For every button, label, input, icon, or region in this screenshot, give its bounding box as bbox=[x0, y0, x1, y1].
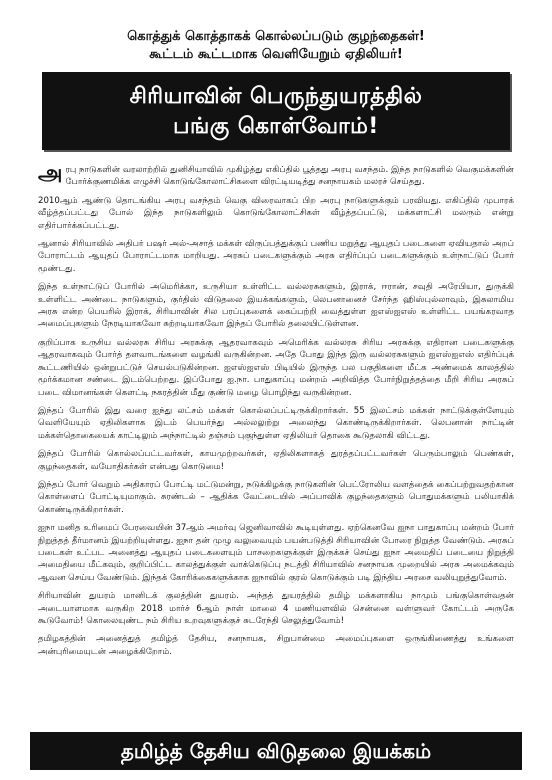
paragraph-11: தமிழகத்தின் அனைத்துத் தமிழ்த் தேசிய, சனநாயக, சிறுபான்மை அமைப்புகளை ஒருங்கிணைத்து உங்களை அன்புரிமையுடன் அழைக்கிறோம். bbox=[38, 634, 514, 657]
paragraph-8: இந்தப் போர் வெறும் அதிகாரப் போட்டி மட்டுமன்று, நடுக்கிழக்கு நாடுகளின் பெட்ரோலிய வளத்தைக் கைப்பற்றுவதற்கான கொள்ளைப் போட்டியுமாகும். சுரண்டல் – ஆதிக்க வேட்டையில் அப்பாவிக் குழந்தைகளும் பொதுமக்களும் பலியாகிக் கொண்டிருக்கிறார்கள். bbox=[38, 479, 514, 515]
paragraph-4: இந்த உள்நாட்டுப் போரில் அமெரிக்கா, உருசியா உள்ளிட்ட வல்லரசுகளும், இராக், ஈரான், சவுதி அரேபியா, துருக்கி உள்ளிட்ட அண்டை நாடுகளும், குர்திஸ் விடுதலை இயக்கங்களும், லெபனானைச் சேர்ந்த ஹிஸ்புல்லாவும், இசுலாமிய அரசு என்ற பெயரில் இராக், சிரியாவின் சில பரப்புகளைக் கைப்பற்றி வைத்துள்ள ஐஎஸ்ஐஎஸ் உள்ளிட்ட பயங்கரவாத அமைப்புகளும் நேரடியாகவோ சுற்றடியாகவோ இந்தப் போரில் தலையிட்டுள்ளன. bbox=[38, 282, 514, 330]
paragraph-1: அரபு நாடுகளின் வரலாற்றில் துனிசியாவில் முகிழ்த்து எகிப்தில் பூத்தது அரபு வசந்தம். இந்த நாடுகளில் வெகுமக்களின் போர்க்குணமிக்க எழுச்சி கொடுங்கோலாட்சிகளை விரட்டியடித்து சனநாயகம் மலரச் செய்தது. bbox=[38, 161, 514, 188]
paragraph-2: 2010ஆம் ஆண்டு தொடங்கிய அரபு வசந்தம் வெகு விரைவாகப் பிற அரபு நாடுகளுக்கும் பரவியது. எகிப்தில் முபாரக் வீழ்த்தப்பட்டது போல் இந்த நாடுகளிலும் கொடுங்கோலாட்சிகள் வீழ்த்தப்பட்டு, மக்களாட்சி மலரும் என்று எதிர்பார்க்கப்பட்டது. bbox=[38, 195, 514, 231]
body-text bbox=[38, 161, 514, 658]
paragraph-3: ஆனால் சிரியாவில் அதிபர் பஷர் அல்-அசாத் மக்கள் விருப்பத்துக்குப் பணிய மறுத்து ஆயுதப் படைகளை ஏவியதால் அறப் போராட்டம் ஆயுதப் போராட்டமாக மாறியது. அரசுப் படைகளுக்கும் அரசு எதிர்ப்புப் படைகளுக்கும் உள்நாட்டுப் போர் மூண்டது. bbox=[38, 239, 514, 274]
title-line-1: சிரியாவின் பெருந்துயரத்தில் bbox=[129, 84, 423, 109]
title-line-2: பங்கு கொள்வோம்! bbox=[173, 114, 379, 139]
paragraph-9: ஐநா மனித உரிமைப் பேரவையின் 37ஆம் அமர்வு ஜெனிவாவில் கூடியுள்ளது. ஏற்கெனவே ஐநா பாதுகாப்பு மன்றம் போர் நிறுத்தத் தீர்மானம் இயற்றியுள்ளது. ஐநா தன் முழு வலுவையும் பயன்படுத்தி சிரியாவின் போரை நிறுத்த வேண்டும். அரசுப் படைகள் உட்பட அனைத்து ஆயுதப் படைகளையும் பாசறைகளுக்குள் இருக்கச் செய்து ஐநா அமைதிப் படையை நிறுத்தி அமைதியை மீட்கவும், குறிப்பிட்ட காலத்துக்குள் வாக்கெடுப்பு நடத்தி சிரியாவில் சனநாயக முறையில் அரசு அமைக்கவும் ஆவன செய்ய வேண்டும். இந்தக் கோரிக்கைகளுக்காக ஐநாவில் குரல் கொடுக்கும் படி இந்திய அரசை வலியுறுத்துவோம். bbox=[38, 523, 514, 583]
title-banner bbox=[42, 72, 510, 150]
paragraph-6: இந்தப் போரில் இது வரை ஐந்து லட்சம் மக்கள் கொல்லப்பட்டிருக்கிறார்கள். 55 இலட்சம் மக்கள் நாட்டுக்குள்ளேயும் வெளியேயும் ஏதிலிகளாக இடம் பெயர்ந்து அல்லலுற்று அலைந்து கொண்டிருக்கிறார்கள். லெபனான் நாட்டின் மக்கள்தொகையைக் காட்டிலும் அந்நாட்டில் தஞ்சம் புகுந்துள்ள ஏதிலியர் தொகை கூடுதலாகி விட்டது. bbox=[38, 405, 514, 441]
top-heading bbox=[30, 28, 522, 64]
paragraph-7: இந்தப் போரில் கொல்லப்பட்டவர்கள், காயமுற்றவர்கள், ஏதிலிகளாகத் துரத்தப்பட்டவர்கள் பெரும்பாலும் பெண்கள், குழந்தைகள், வயோதிகர்கள் என்பது கொடுமை! bbox=[38, 449, 514, 472]
top-heading-line-1: கொத்துக் கொத்தாகக் கொல்லப்படும் குழந்தைகள்! bbox=[127, 29, 425, 44]
paragraph-10: சிரியாவின் துயரம் மானிடக் குலத்தின் துயரம். அந்தத் துயரத்தில் தமிழ் மக்களாகிய நாமும் பங்குகொள்வதன் அடையாளமாக வருகிற 2018 மார்ச் 6ஆம் நாள் மாலை 4 மணியளவில் சென்னை வள்ளுவர் கோட்டம் அருகே கூடுவோம்! கொலையுண்ட நம் சிரிய உறவுகளுக்குச் சுடரேந்தி செலுத்துவோம்! bbox=[38, 591, 514, 626]
footer-org-banner: தமிழ்த் தேசிய விடுதலை இயக்கம் bbox=[30, 732, 522, 770]
paragraph-5: குறிப்பாக உருசிய வல்லரசு சிரிய அரசுக்கு ஆதரவாகவும் அமெரிக்க வல்லரசு சிரிய அரசுக்கு எதிரான படைகளுக்கு ஆதரவாகவும் போர்த் தளவாடங்களை வழங்கி வருகின்றன. அதே போது இந்த இரு வல்லரசுகளும் ஐஎஸ்ஐஎஸ் எதிர்ப்புக் கூட்டணியில் ஒன்றுபட்டுச் செயல்படுகின்றன. ஐஎஸ்ஐஎஸ் பிடியில் இருந்த பல பகுதிகளை மீட்க அண்மைக் காலத்தில் மூர்க்கமான சண்டை இடம்பெற்றது. இப்போது ஐ.நா. பாதுகாப்பு மன்றம் அறிவித்த போர்நிறுத்தத்தை மீறி சிரிய அரசுப் படை விமானங்கள் கௌட்டி நகரத்தின் மீது குண்டு மழை பொழிந்து வருகின்றன. bbox=[38, 337, 514, 398]
top-heading-line-2: கூட்டம் கூட்டமாக வெளியேறும் ஏதிலியர்! bbox=[149, 47, 403, 62]
